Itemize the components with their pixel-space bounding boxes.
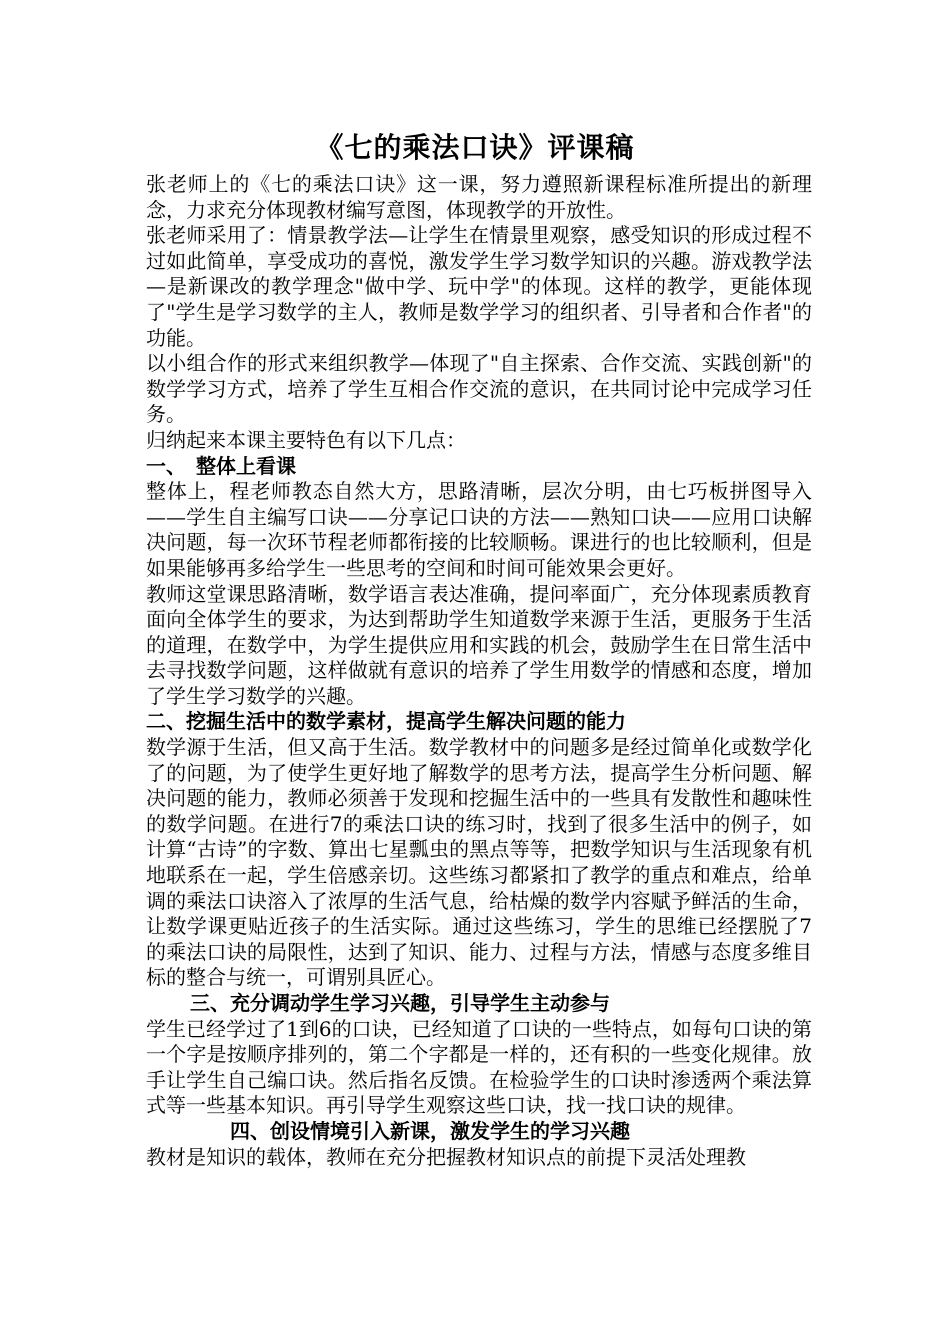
paragraph-section-2: 数学源于生活，但又高于生活。数学教材中的问题多是经过简单化或数学化了的问题，为了使学生更好地了解数学的思考方法，提高学生分析问题、解决问题的能力，教师必须善于发现和挖掘生活中的一些具有发散性和趣味性的数学问题。在进行7的乘法口诀的练习时，找到了很多生活中的例子，如计算“古诗”的字数、算出七星瓢虫的黑点等等，把数学知识与生活现象有机地联系在一起，学生倍感亲切。这些练习都紧扣了教学的重点和难点，给单调的乘法口诀溶入了浓厚的生活气息，给枯燥的数学内容赋予鲜活的生命，让数学课更贴近孩子的生活实际。通过这些练习，学生的思维已经摆脱了7的乘法口诀的局限性，达到了知识、能力、过程与方法，情感与态度多维目标的整合与统一，可谓别具匠心。	[146, 735, 812, 990]
paragraph-intro: 张老师上的《七的乘法口诀》这一课，努力遵照新课程标准所提出的新理念，力求充分体现教材编写意图，体现教学的开放性。	[146, 172, 812, 222]
paragraph-methods: 张老师采用了：情景教学法—让学生在情景里观察，感受知识的形成过程不过如此简单，享受成功的喜悦，激发学生学习数学知识的兴趣。游戏教学法—是新课改的教学理念"做中学、玩中学"的体现。这样的教学，更能体现了"学生是学习数学的主人，教师是数学学习的组织者、引导者和合作者"的功能。	[146, 223, 812, 350]
paragraph-section-3: 学生已经学过了1到6的口诀，已经知道了口诀的一些特点，如每句口诀的第一个字是按顺序排列的，第二个字都是一样的，还有积的一些变化规律。放手让学生自己编口诀。然后指名反馈。在检验学生的口诀时渗透两个乘法算式等一些基本知识。再引导学生观察这些口诀，找一找口诀的规律。	[146, 1016, 812, 1118]
section-heading-3: 三、充分调动学生学习兴趣，引导学生主动参与	[190, 991, 610, 1015]
paragraph-summary-lead: 归纳起来本课主要特色有以下几点：	[146, 427, 466, 452]
document-body	[146, 172, 812, 1170]
section-heading-1: 一、 整体上看课	[146, 453, 296, 478]
section-heading-4: 四、创设情境引入新课，激发学生的学习兴趣	[230, 1118, 630, 1143]
paragraph-section-4: 教材是知识的载体，教师在充分把握教材知识点的前提下灵活处理教	[146, 1144, 746, 1169]
document-title: 《七的乘法口诀》评课稿	[315, 131, 635, 164]
paragraph-section-1b: 教师这堂课思路清晰，数学语言表达准确，提问率面广，充分体现素质教育面向全体学生的要求，为达到帮助学生知道数学来源于生活，更服务于生活的道理，在数学中，为学生提供应用和实践的机会，鼓励学生在日常生活中去寻找数学问题，这样做就有意识的培养了学生用数学的情感和态度，增加了学生学习数学的兴趣。	[146, 581, 812, 708]
section-heading-2: 二、挖掘生活中的数学素材，提高学生解决问题的能力	[146, 709, 626, 734]
paragraph-group-work: 以小组合作的形式来组织教学—体现了"自主探索、合作交流、实践创新"的数学学习方式，培养了学生互相合作交流的意识，在共同讨论中完成学习任务。	[146, 351, 812, 427]
paragraph-section-1a: 整体上，程老师教态自然大方，思路清晰，层次分明，由七巧板拼图导入——学生自主编写口诀——分享记口诀的方法——熟知口诀——应用口诀解决问题，每一次环节程老师都衔接的比较顺畅。课进行的也比较顺利，但是如果能够再多给学生一些思考的空间和时间可能效果会更好。	[146, 479, 812, 580]
